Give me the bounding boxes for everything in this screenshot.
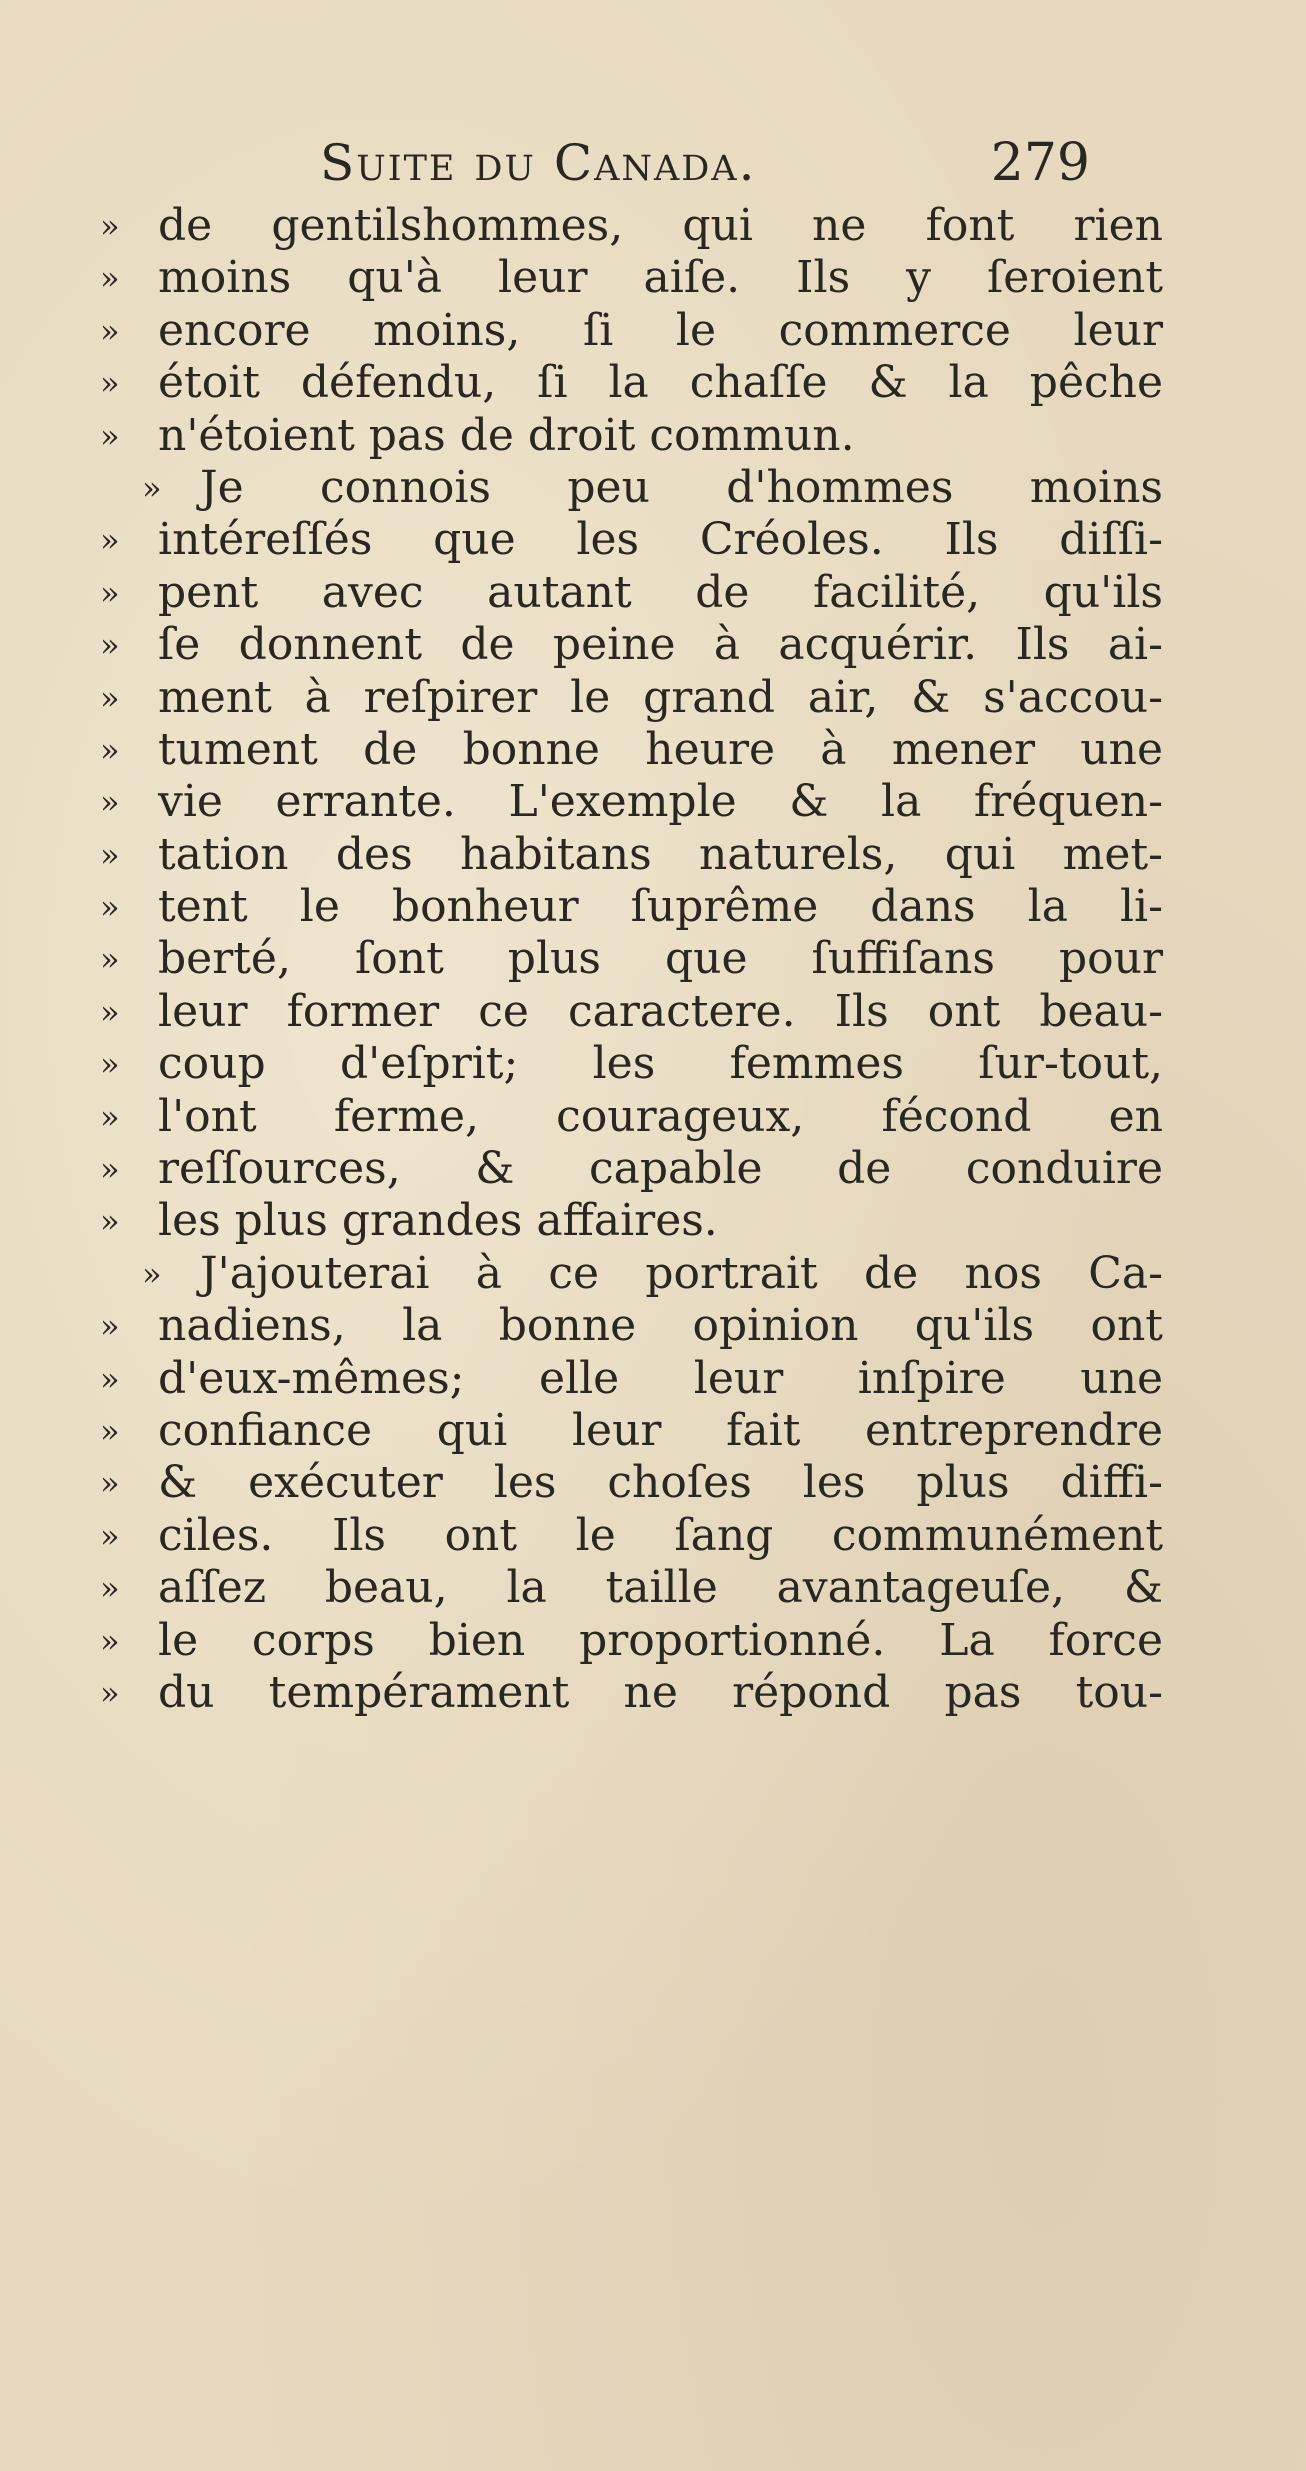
text-line bbox=[100, 1300, 1163, 1352]
running-head: Suite du Canada. bbox=[320, 134, 757, 192]
page-number: 279 bbox=[990, 133, 1090, 193]
line-text: & exécuter les choſes les plus diffi- bbox=[158, 1457, 1163, 1509]
text-line bbox=[100, 200, 1163, 252]
line-text: d'eux-mêmes; elle leur inſpire une bbox=[158, 1352, 1163, 1404]
quote-mark: » bbox=[100, 678, 120, 717]
quote-mark: » bbox=[142, 1254, 162, 1293]
text-line bbox=[100, 252, 1163, 304]
text-line bbox=[100, 776, 1163, 828]
text-line bbox=[100, 1143, 1163, 1195]
text-line bbox=[100, 723, 1163, 776]
line-text: Je connois peu d'hommes moins bbox=[200, 461, 1163, 513]
quote-mark: » bbox=[100, 1359, 120, 1398]
line-text: l'ont ferme, courageux, fécond en bbox=[158, 1090, 1163, 1142]
text-line-paragraph-start bbox=[100, 1247, 1163, 1300]
quote-mark: » bbox=[100, 364, 120, 403]
line-text: reſſources, & capable de conduire bbox=[158, 1143, 1163, 1195]
line-text: pent avec autant de facilité, qu'ils bbox=[158, 566, 1163, 618]
quote-mark: » bbox=[100, 311, 120, 350]
quote-mark: » bbox=[100, 259, 120, 298]
quote-mark: » bbox=[100, 1516, 120, 1555]
line-text: tation des habitans naturels, qui met- bbox=[158, 828, 1163, 880]
quote-mark: » bbox=[100, 416, 120, 455]
quote-mark: » bbox=[100, 1045, 120, 1084]
quote-mark: » bbox=[100, 1621, 120, 1660]
quote-mark: » bbox=[100, 940, 120, 979]
quote-mark: » bbox=[100, 783, 120, 822]
quote-mark: » bbox=[100, 1464, 120, 1503]
quote-mark: » bbox=[100, 1202, 120, 1241]
text-line bbox=[100, 1457, 1163, 1509]
text-line bbox=[100, 1038, 1163, 1090]
line-text: berté, ſont plus que ſuffiſans pour bbox=[158, 933, 1163, 985]
line-text: J'ajouterai à ce portrait de nos Ca- bbox=[200, 1247, 1163, 1299]
line-text: ſe donnent de peine à acquérir. Ils ai- bbox=[158, 619, 1163, 671]
text-line bbox=[100, 1509, 1163, 1562]
line-text: moins qu'à leur aiſe. Ils y ſeroient bbox=[158, 252, 1163, 304]
line-text: ciles. Ils ont le ſang communément bbox=[158, 1509, 1163, 1561]
quote-mark: » bbox=[100, 626, 120, 665]
quote-mark: » bbox=[100, 1097, 120, 1136]
text-line bbox=[100, 1352, 1163, 1405]
quote-mark: » bbox=[100, 992, 120, 1031]
quote-mark: » bbox=[100, 207, 120, 245]
page-header bbox=[160, 128, 1120, 198]
line-text: encore moins, ſi le commerce leur bbox=[158, 304, 1163, 356]
text-line bbox=[100, 1614, 1163, 1667]
quote-mark: » bbox=[100, 1569, 120, 1608]
text-line bbox=[100, 985, 1163, 1038]
line-text: confiance qui leur fait entreprendre bbox=[158, 1404, 1163, 1456]
line-text: les plus grandes affaires. bbox=[158, 1195, 718, 1247]
text-line bbox=[100, 1666, 1163, 1719]
line-text: vie errante. L'exemple & la fréquen- bbox=[158, 776, 1163, 828]
text-line bbox=[100, 410, 1100, 462]
text-line-paragraph-start bbox=[100, 461, 1163, 514]
text-line bbox=[100, 1195, 1100, 1247]
line-text: intéreſſés que les Créoles. Ils diſſi- bbox=[158, 514, 1163, 566]
line-text: du tempérament ne répond pas tou- bbox=[158, 1666, 1163, 1718]
quote-mark: » bbox=[100, 1307, 120, 1346]
text-line bbox=[100, 357, 1163, 409]
quote-mark: » bbox=[100, 573, 120, 612]
quote-mark: » bbox=[100, 521, 120, 560]
line-text: étoit défendu, ſi la chaſſe & la pêche bbox=[158, 357, 1163, 409]
quote-mark: » bbox=[100, 835, 120, 874]
text-line bbox=[100, 619, 1163, 671]
text-line bbox=[100, 933, 1163, 985]
line-text: ment à reſpirer le grand air, & s'accou- bbox=[158, 671, 1163, 723]
text-line bbox=[100, 514, 1163, 566]
text-line bbox=[100, 1562, 1163, 1614]
text-line bbox=[100, 1090, 1163, 1143]
line-text: nadiens, la bonne opinion qu'ils ont bbox=[158, 1300, 1163, 1352]
quote-mark: » bbox=[100, 1673, 120, 1712]
line-text: n'étoient pas de droit commun. bbox=[158, 409, 855, 461]
text-line bbox=[100, 881, 1163, 933]
quote-mark: » bbox=[100, 888, 120, 927]
body-text bbox=[100, 200, 1163, 1719]
text-line bbox=[100, 304, 1163, 357]
quote-mark: » bbox=[100, 1150, 120, 1189]
text-line bbox=[100, 566, 1163, 619]
quote-mark: » bbox=[100, 1411, 120, 1450]
line-text: leur former ce caractere. Ils ont beau- bbox=[158, 985, 1163, 1037]
line-text: le corps bien proportionné. La force bbox=[158, 1614, 1163, 1666]
line-text: de gentilshommes, qui ne font rien bbox=[158, 200, 1163, 251]
line-text: coup d'eſprit; les femmes ſur-tout, bbox=[158, 1038, 1163, 1090]
text-line bbox=[100, 671, 1163, 724]
line-text: tent le bonheur ſuprême dans la li- bbox=[158, 881, 1163, 933]
line-text: tument de bonne heure à mener une bbox=[158, 723, 1163, 775]
line-text: aſſez beau, la taille avantageuſe, & bbox=[158, 1562, 1163, 1614]
quote-mark: » bbox=[142, 468, 162, 507]
quote-mark: » bbox=[100, 730, 120, 769]
text-line bbox=[100, 828, 1163, 881]
text-line bbox=[100, 1404, 1163, 1457]
